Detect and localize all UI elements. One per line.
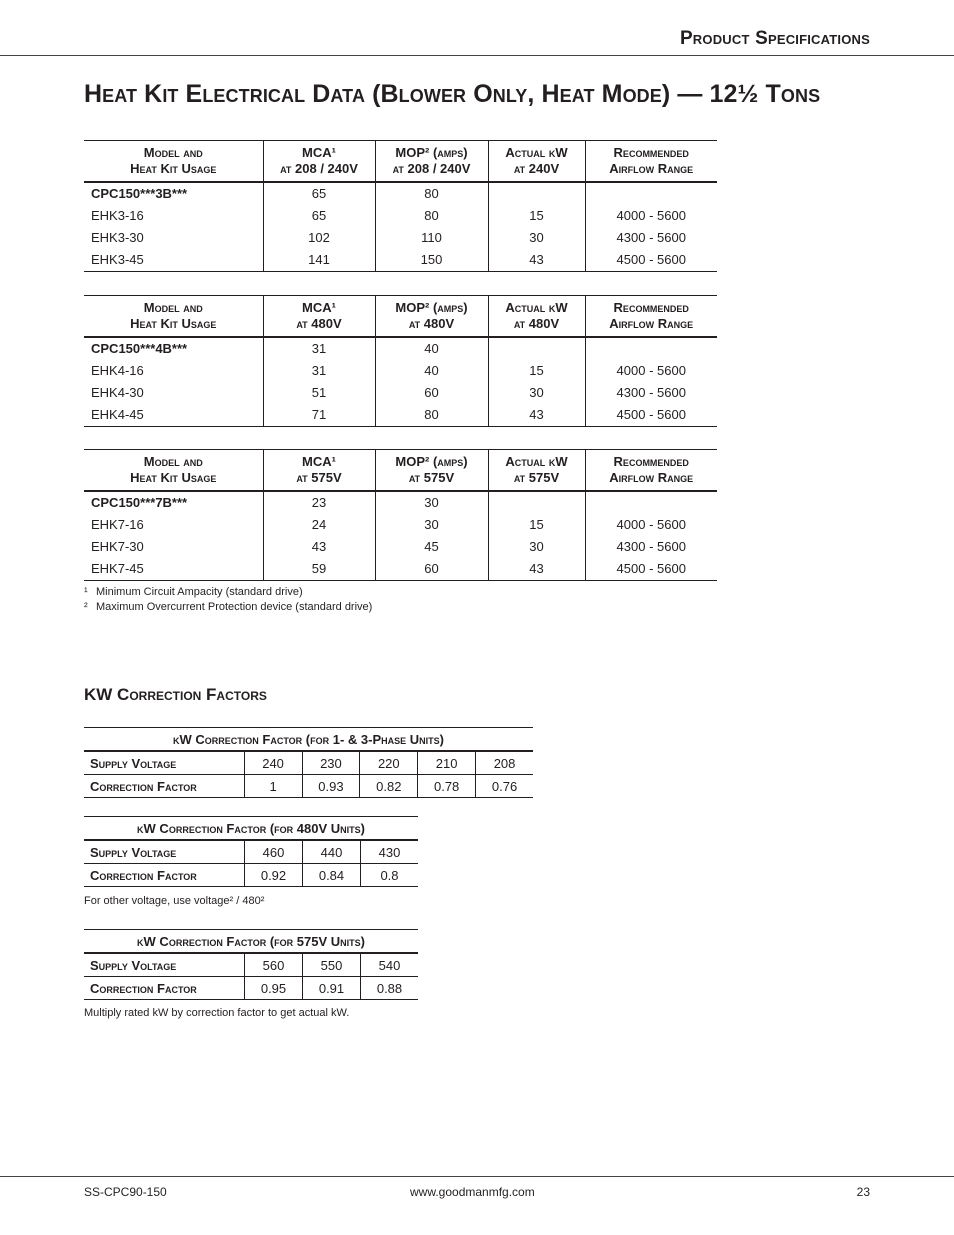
cell-airflow xyxy=(585,182,717,205)
footnote: ² Maximum Overcurrent Protection device (standard drive) xyxy=(84,601,373,613)
cell-mop: 80 xyxy=(375,182,488,205)
cell-mop: 60 xyxy=(375,382,488,404)
col-header-mca: MCA¹ at 575V xyxy=(263,450,375,492)
col-header-mop: MOP² (amps) at 480V xyxy=(375,296,488,338)
heat-kit-table-480v xyxy=(84,295,717,427)
cell-airflow xyxy=(585,491,717,514)
cell-kw: 43 xyxy=(488,249,585,272)
table-row xyxy=(84,558,717,581)
footer-doc-id: SS-CPC90-150 xyxy=(84,1185,167,1199)
cell-mca: 59 xyxy=(263,558,375,581)
voltage-cell: 210 xyxy=(418,751,476,775)
voltage-cell: 230 xyxy=(302,751,360,775)
correction-factor-row xyxy=(84,775,533,798)
cell-kw: 30 xyxy=(488,382,585,404)
cell-mca: 23 xyxy=(263,491,375,514)
cell-kw xyxy=(488,337,585,360)
supply-voltage-row xyxy=(84,953,418,977)
cell-kw: 43 xyxy=(488,404,585,427)
row-label: Supply Voltage xyxy=(84,953,245,977)
footer-website[interactable]: www.goodmanmfg.com xyxy=(410,1185,535,1199)
correction-factor-row xyxy=(84,977,418,1000)
cell-model: EHK3-16 xyxy=(84,205,263,227)
table-row xyxy=(84,360,717,382)
table-row xyxy=(84,491,717,514)
col-header-model: Model and Heat Kit Usage xyxy=(84,296,263,338)
cell-mca: 31 xyxy=(263,360,375,382)
cell-mca: 65 xyxy=(263,182,375,205)
cell-mop: 45 xyxy=(375,536,488,558)
voltage-cell: 240 xyxy=(244,751,302,775)
cell-mop: 80 xyxy=(375,404,488,427)
factor-cell: 0.8 xyxy=(361,864,419,887)
page-title: Heat Kit Electrical Data (Blower Only, Heat Mode) — 12½ Tons xyxy=(84,80,821,108)
footnote: ¹ Minimum Circuit Ampacity (standard drive) xyxy=(84,586,303,598)
factor-cell: 0.95 xyxy=(245,977,303,1000)
bottom-rule xyxy=(0,1176,954,1177)
col-header-kw: Actual kW at 575V xyxy=(488,450,585,492)
factor-cell: 0.92 xyxy=(245,864,303,887)
correction-factor-row xyxy=(84,864,418,887)
cell-mop: 80 xyxy=(375,205,488,227)
table-row xyxy=(84,404,717,427)
cell-airflow: 4000 - 5600 xyxy=(616,363,686,378)
cell-mca: 71 xyxy=(263,404,375,427)
factor-cell: 0.91 xyxy=(303,977,361,1000)
cell-model: CPC150***3B*** xyxy=(84,182,263,205)
factor-cell: 0.88 xyxy=(361,977,419,1000)
kw-correction-table-1-3-phase xyxy=(84,727,533,798)
note-480-formula: For other voltage, use voltage² / 480² xyxy=(84,895,265,907)
voltage-cell: 430 xyxy=(361,840,419,864)
table-header-row xyxy=(84,141,717,183)
cell-kw xyxy=(488,491,585,514)
kw-table-caption: kW Correction Factor (for 575V Units) xyxy=(84,930,418,954)
table-row xyxy=(84,227,717,249)
cell-kw: 15 xyxy=(488,514,585,536)
cell-kw: 15 xyxy=(488,205,585,227)
cell-mop: 30 xyxy=(375,491,488,514)
table-row xyxy=(84,514,717,536)
cell-airflow: 4300 - 5600 xyxy=(616,230,686,245)
cell-mca: 51 xyxy=(263,382,375,404)
row-label: Supply Voltage xyxy=(84,840,245,864)
cell-model: EHK4-16 xyxy=(84,360,263,382)
voltage-cell: 208 xyxy=(476,751,533,775)
row-label: Correction Factor xyxy=(84,864,245,887)
cell-mca: 43 xyxy=(263,536,375,558)
table-row xyxy=(84,382,717,404)
col-header-mop: MOP² (amps) at 575V xyxy=(375,450,488,492)
table-row xyxy=(84,337,717,360)
note-multiply: Multiply rated kW by correction factor to get actual kW. xyxy=(84,1007,350,1019)
cell-airflow: 4500 - 5600 xyxy=(616,252,686,267)
cell-airflow: 4500 - 5600 xyxy=(616,407,686,422)
cell-model: EHK4-45 xyxy=(84,404,263,427)
cell-model: EHK7-30 xyxy=(84,536,263,558)
factor-cell: 0.82 xyxy=(360,775,418,798)
cell-kw: 30 xyxy=(488,536,585,558)
kw-table-caption: kW Correction Factor (for 480V Units) xyxy=(84,817,418,841)
col-header-airflow: Recommended Airflow Range xyxy=(585,450,717,492)
cell-airflow: 4500 - 5600 xyxy=(616,561,686,576)
voltage-cell: 550 xyxy=(303,953,361,977)
col-header-kw: Actual kW at 480V xyxy=(488,296,585,338)
factor-cell: 0.78 xyxy=(418,775,476,798)
cell-kw: 15 xyxy=(488,360,585,382)
cell-model: EHK7-45 xyxy=(84,558,263,581)
footer-page-number: 23 xyxy=(856,1185,870,1199)
table-header-row xyxy=(84,296,717,338)
cell-mca: 31 xyxy=(263,337,375,360)
cell-mca: 141 xyxy=(263,249,375,272)
row-label: Correction Factor xyxy=(84,775,244,798)
voltage-cell: 460 xyxy=(245,840,303,864)
factor-cell: 0.93 xyxy=(302,775,360,798)
row-label: Supply Voltage xyxy=(84,751,244,775)
table-row xyxy=(84,249,717,272)
cell-airflow: 4000 - 5600 xyxy=(616,208,686,223)
cell-mop: 110 xyxy=(375,227,488,249)
cell-model: EHK7-16 xyxy=(84,514,263,536)
col-header-model: Model and Heat Kit Usage xyxy=(84,450,263,492)
factor-cell: 0.84 xyxy=(303,864,361,887)
cell-model: CPC150***4B*** xyxy=(84,337,263,360)
cell-mop: 150 xyxy=(375,249,488,272)
col-header-mop: MOP² (amps) at 208 / 240V xyxy=(375,141,488,183)
col-header-model: Model and Heat Kit Usage xyxy=(84,141,263,183)
col-header-mca: MCA¹ at 480V xyxy=(263,296,375,338)
cell-mop: 40 xyxy=(375,360,488,382)
cell-model: EHK3-30 xyxy=(84,227,263,249)
row-label: Correction Factor xyxy=(84,977,245,1000)
supply-voltage-row xyxy=(84,840,418,864)
cell-kw xyxy=(488,182,585,205)
voltage-cell: 440 xyxy=(303,840,361,864)
cell-model: CPC150***7B*** xyxy=(84,491,263,514)
cell-mop: 60 xyxy=(375,558,488,581)
table-row xyxy=(84,536,717,558)
col-header-airflow: Recommended Airflow Range xyxy=(585,141,717,183)
cell-model: EHK4-30 xyxy=(84,382,263,404)
cell-airflow: 4300 - 5600 xyxy=(616,385,686,400)
cell-mca: 24 xyxy=(263,514,375,536)
supply-voltage-row xyxy=(84,751,533,775)
factor-cell: 1 xyxy=(244,775,302,798)
cell-airflow: 4300 - 5600 xyxy=(616,539,686,554)
voltage-cell: 220 xyxy=(360,751,418,775)
heat-kit-table-575v xyxy=(84,449,717,581)
table-row xyxy=(84,182,717,205)
cell-kw: 30 xyxy=(488,227,585,249)
kw-correction-table-575v xyxy=(84,929,418,1000)
factor-cell: 0.76 xyxy=(476,775,533,798)
footnotes xyxy=(84,585,372,615)
voltage-cell: 560 xyxy=(245,953,303,977)
cell-mca: 65 xyxy=(263,205,375,227)
cell-airflow: 4000 - 5600 xyxy=(616,517,686,532)
cell-model: EHK3-45 xyxy=(84,249,263,272)
kw-correction-table-480v xyxy=(84,816,418,887)
table-row xyxy=(84,205,717,227)
col-header-kw: Actual kW at 240V xyxy=(488,141,585,183)
cell-mop: 40 xyxy=(375,337,488,360)
heat-kit-table-240v xyxy=(84,140,717,272)
top-rule xyxy=(0,55,954,56)
section-header: Product Specifications xyxy=(679,28,870,49)
table-header-row xyxy=(84,450,717,492)
kw-section-title: KW Correction Factors xyxy=(84,685,267,704)
col-header-airflow: Recommended Airflow Range xyxy=(585,296,717,338)
kw-table-caption: kW Correction Factor (for 1- & 3-Phase Units) xyxy=(84,728,533,752)
cell-kw: 43 xyxy=(488,558,585,581)
cell-mop: 30 xyxy=(375,514,488,536)
cell-airflow xyxy=(585,337,717,360)
voltage-cell: 540 xyxy=(361,953,419,977)
col-header-mca: MCA¹ at 208 / 240V xyxy=(263,141,375,183)
cell-mca: 102 xyxy=(263,227,375,249)
